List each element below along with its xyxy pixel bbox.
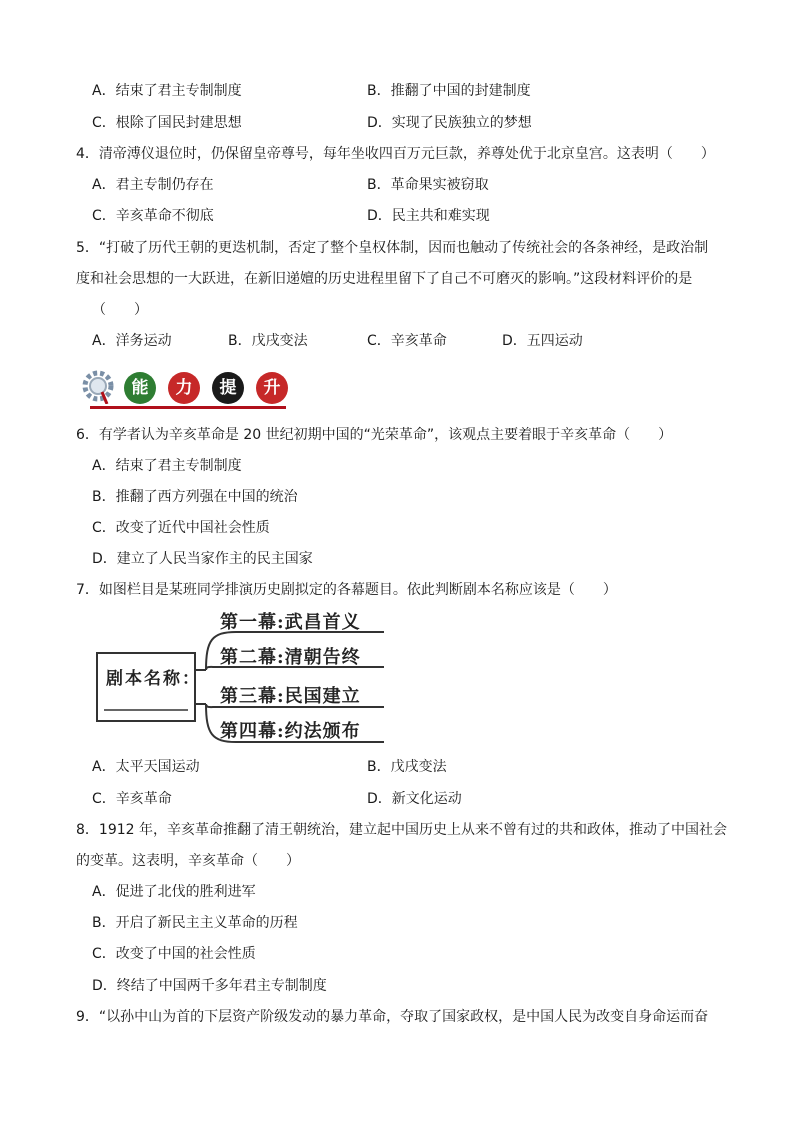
q4-option-a: A．君主专制仍存在: [92, 177, 214, 193]
q7-stem: 7．如图栏目是某班同学排演历史剧拟定的各幕题目。依此判断剧本名称应该是（ ）: [76, 582, 617, 598]
q3-option-d: D．实现了民族独立的梦想: [367, 115, 532, 131]
q8-option-b: B．开启了新民主主义革命的历程: [92, 915, 298, 931]
q3-option-c: C．根除了国民封建思想: [92, 115, 242, 131]
badge-underline: [90, 406, 286, 409]
q7-option-c: C．辛亥革命: [92, 791, 172, 807]
q7-act-3: 第三幕:民国建立: [220, 686, 361, 707]
q8-option-d: D．终结了中国两千多年君主专制制度: [92, 978, 327, 994]
badge-char-3: 提: [212, 372, 244, 404]
q6-option-b: B．推翻了西方列强在中国的统治: [92, 489, 298, 505]
q8-option-c: C．改变了中国的社会性质: [92, 946, 256, 962]
q5-stem-line2: 度和社会思想的一大跃进，在新旧递嬗的历史进程里留下了自己不可磨灭的影响。”这段材料评价的是: [76, 271, 693, 287]
q4-option-b: B．革命果实被窃取: [367, 177, 489, 193]
q4-stem: 4．清帝溥仪退位时，仍保留皇帝尊号，每年坐收四百万元巨款，养尊处优于北京皇宫。这表明（ ）: [76, 146, 715, 162]
q7-diagram-title: 剧本名称：: [106, 669, 201, 689]
q3-option-b: B．推翻了中国的封建制度: [367, 83, 531, 99]
q5-option-c: C．辛亥革命: [367, 333, 447, 349]
q3-option-a: A．结束了君主专制制度: [92, 83, 242, 99]
q5-stem-line1: 5．“打破了历代王朝的更迭机制，否定了整个皇权体制，因而也触动了传统社会的各条神经，是政治制: [76, 240, 709, 256]
q7-option-a: A．太平天国运动: [92, 759, 200, 775]
q7-act-2: 第二幕:清朝告终: [220, 647, 361, 668]
q9-stem-line1: 9．“以孙中山为首的下层资产阶级发动的暴力革命，夺取了国家政权，是中国人民为改变自身命运而奋: [76, 1009, 709, 1025]
q6-option-c: C．改变了近代中国社会性质: [92, 520, 270, 536]
q7-act-1: 第一幕:武昌首义: [220, 612, 361, 633]
badge-char-1: 能: [124, 372, 156, 404]
badge-char-4: 升: [256, 372, 288, 404]
q5-option-a: A．洋务运动: [92, 333, 172, 349]
section-badge: [80, 366, 290, 410]
q7-act-4: 第四幕:约法颁布: [220, 721, 361, 742]
gear-magnifier-icon: [80, 368, 116, 404]
q7-diagram: [96, 606, 386, 746]
q7-option-d: D．新文化运动: [367, 791, 462, 807]
q6-option-a: A．结束了君主专制制度: [92, 458, 242, 474]
q8-stem-line1: 8．1912 年，辛亥革命推翻了清王朝统治，建立起中国历史上从来不曾有过的共和政体，推动了中国社会: [76, 822, 727, 838]
q6-option-d: D．建立了人民当家作主的民主国家: [92, 551, 313, 567]
q8-stem-line2: 的变革。这表明，辛亥革命（ ）: [76, 853, 300, 869]
q7-option-b: B．戊戌变法: [367, 759, 447, 775]
badge-char-2: 力: [168, 372, 200, 404]
q4-option-d: D．民主共和难实现: [367, 208, 490, 224]
q5-stem-line3: （ ）: [92, 302, 148, 318]
q4-option-c: C．辛亥革命不彻底: [92, 208, 214, 224]
q5-option-b: B．戊戌变法: [228, 333, 308, 349]
q8-option-a: A．促进了北伐的胜利进军: [92, 884, 256, 900]
q6-stem: 6．有学者认为辛亥革命是 20 世纪初期中国的“光荣革命”，该观点主要着眼于辛亥革命（ ）: [76, 427, 673, 443]
q5-option-d: D．五四运动: [502, 333, 583, 349]
